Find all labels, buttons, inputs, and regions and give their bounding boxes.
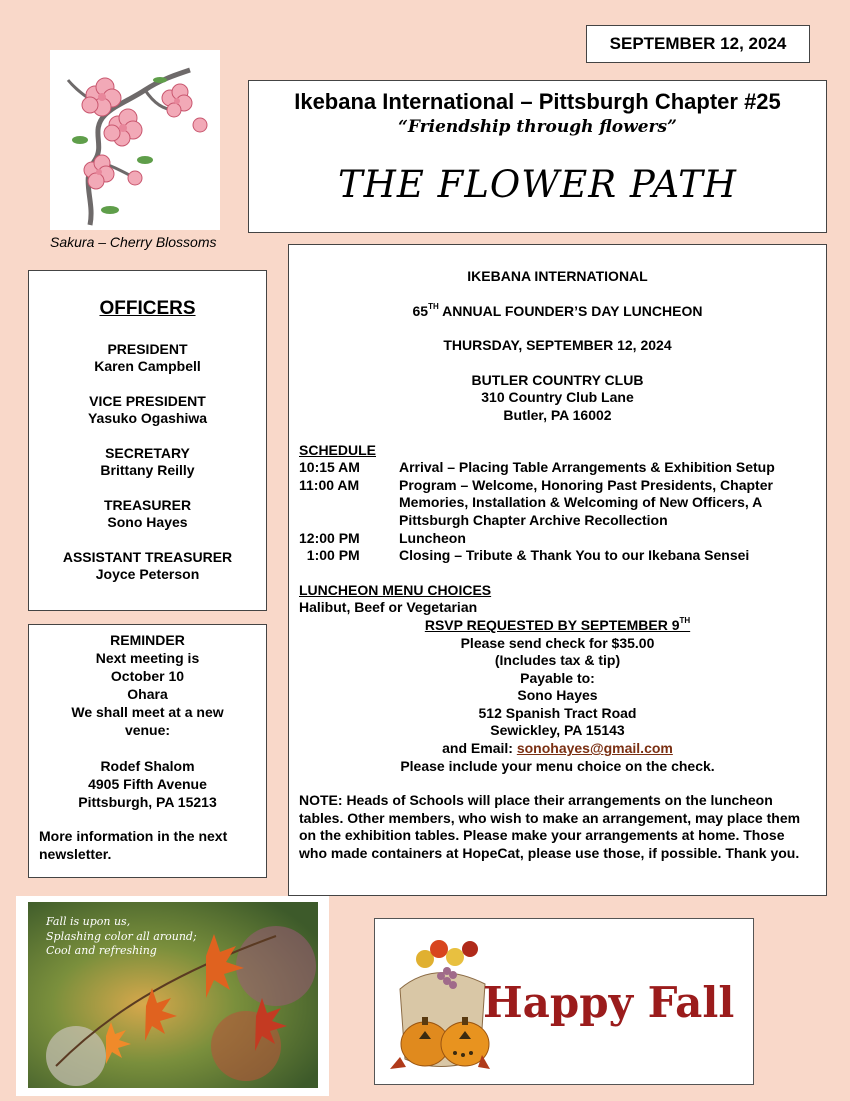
reminder-panel: [28, 624, 267, 878]
officer-role: TREASURER: [103, 497, 192, 513]
schedule-time: 12:00 PM: [299, 529, 360, 546]
menu-choices: Halibut, Beef or Vegetarian: [299, 599, 478, 616]
tagline: “Friendship through flowers”: [398, 117, 677, 137]
payment-line: Sono Hayes: [517, 687, 598, 704]
schedule-text: Arrival – Placing Table Arrangements & Exhibition Setup: [399, 459, 775, 476]
payment-line: (Includes tax & tip): [494, 652, 621, 669]
schedule-row: [299, 477, 816, 530]
officer-entry: [29, 549, 266, 583]
happy-fall-banner: [374, 918, 754, 1085]
maple-leaves-photo: [16, 896, 329, 1096]
newsletter-name: THE FLOWER PATH: [337, 163, 738, 206]
reminder-line: venue:: [124, 722, 171, 738]
newsletter-date: SEPTEMBER 12, 2024: [609, 34, 787, 53]
payment-line: Sewickley, PA 15143: [490, 722, 625, 739]
venue-street: 4905 Fifth Avenue: [88, 776, 207, 792]
officers-panel: [28, 270, 267, 611]
poem-line: Cool and refreshing: [46, 944, 157, 957]
officer-name: Brittany Reilly: [100, 462, 195, 478]
luncheon-suffix: TH: [428, 301, 439, 311]
rsvp-suffix: TH: [679, 615, 691, 625]
sakura-caption: Sakura – Cherry Blossoms: [50, 234, 217, 250]
officer-entry: [29, 497, 266, 531]
schedule-row: [299, 459, 816, 477]
payment-line: Please send check for $35.00: [460, 634, 655, 651]
payment-line: Payable to:: [520, 669, 595, 686]
schedule-time: 11:00 AM: [299, 476, 360, 493]
officer-name: Sono Hayes: [107, 514, 188, 530]
officer-entry: [29, 445, 266, 479]
officer-role: VICE PRESIDENT: [89, 393, 206, 409]
event-org: IKEBANA INTERNATIONAL: [467, 268, 648, 284]
officer-name: Yasuko Ogashiwa: [87, 410, 208, 426]
email-link[interactable]: sonohayes@gmail.com: [516, 740, 673, 757]
officer-name: Karen Campbell: [94, 358, 201, 374]
date-box: [586, 25, 810, 63]
officer-role: PRESIDENT: [107, 341, 188, 357]
chapter-title: Ikebana International – Pittsburgh Chapter #25: [294, 89, 781, 114]
reminder-line: Ohara: [127, 686, 168, 702]
reminder-more-info: More information in the next newsletter.: [39, 828, 228, 862]
event-panel: [288, 244, 827, 896]
officer-entry: [29, 341, 266, 375]
cherry-blossom-illustration: [50, 50, 220, 230]
masthead: [248, 80, 827, 233]
payment-line: 512 Spanish Tract Road: [478, 704, 637, 721]
schedule-time: 10:15 AM: [299, 459, 360, 476]
reminder-heading: REMINDER: [110, 632, 185, 648]
fall-photo: [16, 896, 329, 1096]
reminder-line: We shall meet at a new: [71, 704, 224, 720]
reminder-line: Next meeting is: [95, 650, 200, 666]
event-date: THURSDAY, SEPTEMBER 12, 2024: [443, 337, 672, 354]
rsvp-line: [299, 617, 816, 635]
poem-line: Splashing color all around;: [46, 930, 197, 943]
officer-entry: [29, 393, 266, 427]
arrangement-note: NOTE: Heads of Schools will place their arrangements on the luncheon tables. Other members, who wish to make an arrangement, may place them on the exhibition tables. Please make your arrangements at home. Those who made containers at HopeCat, please use those, if possible. Thank you.: [299, 792, 801, 862]
email-line: [299, 740, 816, 758]
venue-name: Rodef Shalom: [100, 758, 195, 774]
sakura-image: [50, 50, 220, 230]
schedule-row: [299, 530, 816, 548]
officer-role: SECRETARY: [105, 445, 190, 461]
schedule-text: Closing – Tribute & Thank You to our Ikebana Sensei: [399, 547, 750, 564]
happy-fall-text: Happy Fall: [483, 978, 735, 1027]
schedule-row: [299, 547, 816, 565]
officer-name: Joyce Peterson: [95, 566, 200, 582]
event-venue-street: 310 Country Club Lane: [481, 389, 634, 406]
menu-note: Please include your menu choice on the check.: [400, 757, 715, 774]
email-prefix: and Email:: [442, 740, 517, 757]
happy-fall-illustration: [375, 919, 753, 1084]
rsvp-text: RSVP REQUESTED BY SEPTEMBER 9: [424, 616, 680, 633]
schedule-heading: SCHEDULE: [299, 441, 377, 458]
reminder-line: October 10: [110, 668, 185, 684]
event-title: [299, 303, 816, 321]
venue-city: Pittsburgh, PA 15213: [78, 794, 217, 810]
luncheon-title: ANNUAL FOUNDER’S DAY LUNCHEON: [438, 302, 703, 319]
luncheon-number: 65: [412, 302, 429, 319]
harvest-basket-icon: [390, 940, 490, 1069]
schedule-text: Luncheon: [399, 529, 466, 546]
officers-heading: OFFICERS: [99, 298, 196, 319]
schedule-time: 1:00 PM: [299, 547, 360, 564]
poem-line: Fall is upon us,: [46, 915, 131, 928]
menu-heading: LUNCHEON MENU CHOICES: [299, 581, 492, 598]
event-venue-name: BUTLER COUNTRY CLUB: [471, 371, 644, 388]
schedule-text: Program – Welcome, Honoring Past Presidents, Chapter Memories, Installation & Welcoming of New Officers, A Pittsburgh Chapter Archive Recollection: [399, 476, 773, 528]
officer-role: ASSISTANT TREASURER: [62, 549, 233, 565]
event-venue-city: Butler, PA 16002: [503, 406, 612, 423]
